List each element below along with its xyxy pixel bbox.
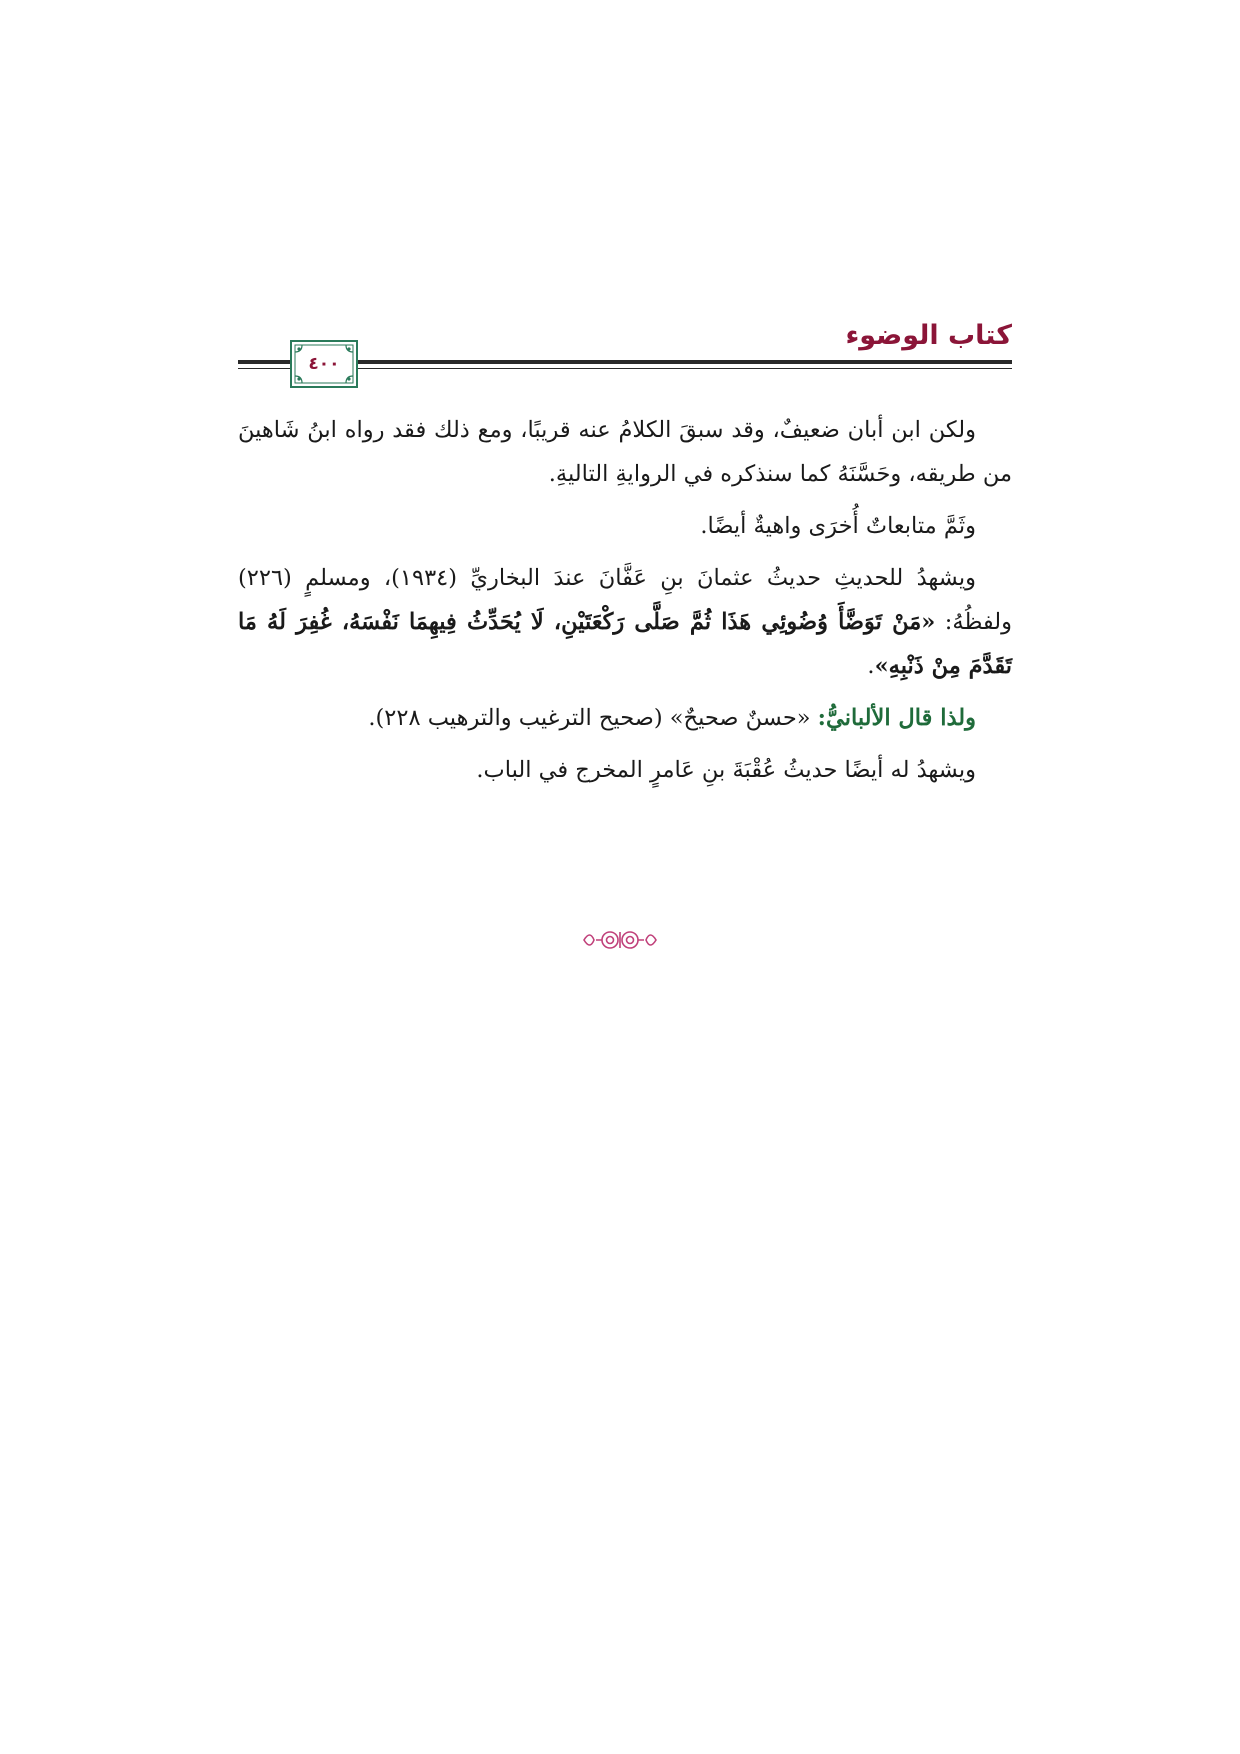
paragraph-1 bbox=[238, 408, 1012, 496]
paragraph-5 bbox=[238, 748, 1012, 792]
paragraph-2-text: وثَمَّ متابعاتٌ أُخرَى واهيةٌ أيضًا. bbox=[700, 513, 976, 539]
floral-divider-icon bbox=[580, 924, 660, 956]
paragraph-4 bbox=[238, 696, 1012, 740]
page-badge bbox=[290, 340, 358, 388]
page-number: ٤٠٠ bbox=[308, 354, 340, 374]
paragraph-5-text: ويشهدُ له أيضًا حديثُ عُقْبَةَ بنِ عَامرٍ المخرج في الباب. bbox=[476, 757, 976, 783]
page-body bbox=[238, 408, 1012, 792]
book-title: كتاب الوضوء bbox=[845, 320, 1012, 351]
hadith-quote: «مَنْ تَوَضَّأَ وُضُوئِي هَذَا ثُمَّ صَلَّى رَكْعَتَيْنِ، لَا يُحَدِّثُ فِيهِمَا نَفْسَهُ، غُفِرَ لَهُ مَا تَقَدَّمَ مِنْ ذَنْبِهِ» bbox=[238, 609, 1012, 679]
paragraph-3 bbox=[238, 556, 1012, 688]
page-header bbox=[238, 318, 1012, 384]
paragraph-2 bbox=[238, 504, 1012, 548]
albani-lead: ولذا قال الألبانيُّ: bbox=[817, 705, 976, 731]
paragraph-1-text: ولكن ابن أبان ضعيفٌ، وقد سبقَ الكلامُ عنه قريبًا، ومع ذلك فقد رواه ابنُ شَاهينَ من طريقه، وحَسَّنَهُ كما سنذكره في الروايةِ التاليةِ. bbox=[238, 417, 1012, 487]
paragraph-3-end: . bbox=[867, 653, 875, 679]
paragraph-4-text: «حسنٌ صحيحٌ» (صحيح الترغيب والترهيب ٢٢٨). bbox=[368, 705, 818, 731]
paragraph-3-intro: ويشهدُ للحديثِ حديثُ عثمانَ بنِ عَفَّانَ عندَ البخاريِّ (١٩٣٤)، ومسلمٍ (٢٢٦) ولفظُهُ: bbox=[238, 565, 1012, 635]
